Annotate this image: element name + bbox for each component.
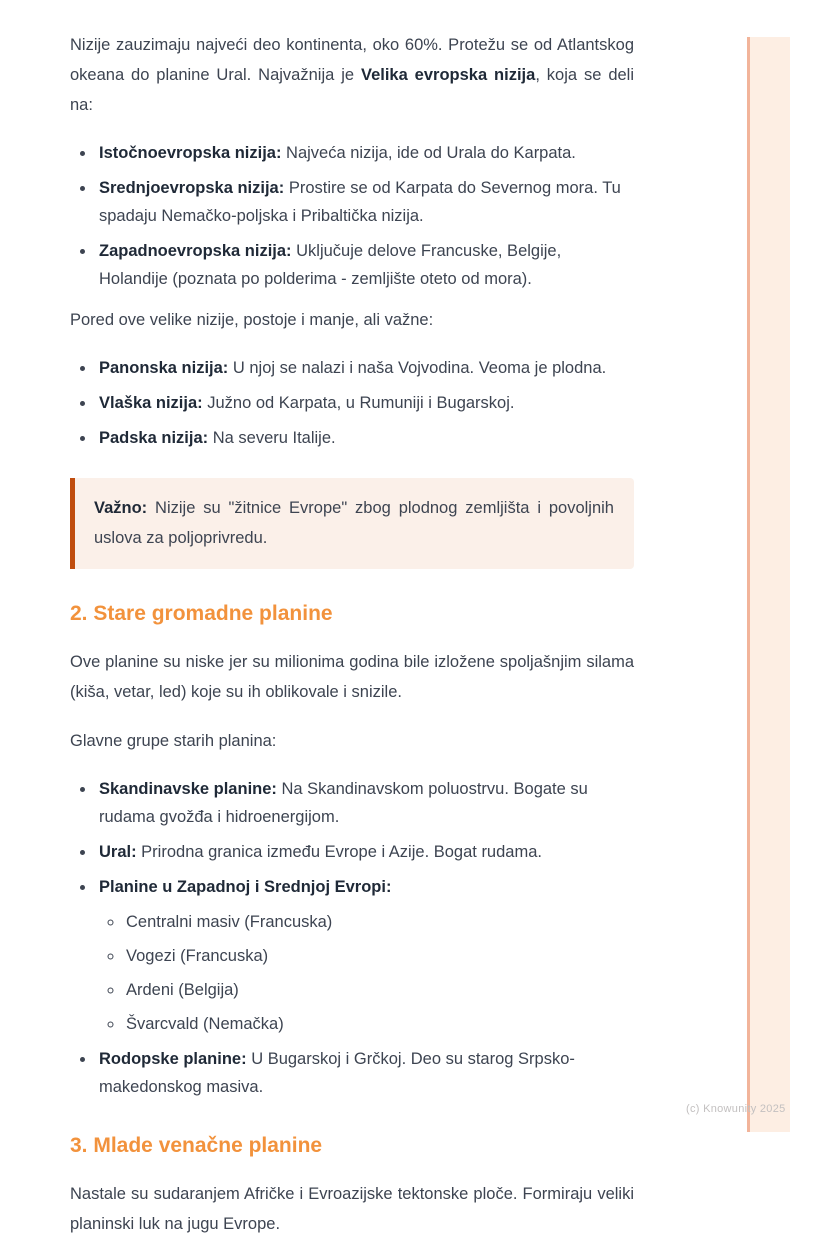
- important-callout: [70, 478, 634, 569]
- list-item: [96, 174, 634, 230]
- list-item: [96, 873, 634, 1038]
- list-item: [96, 237, 634, 293]
- list-item-term: Istočnoevropska nizija:: [99, 144, 282, 162]
- list-item-text: U njoj se nalazi i naša Vojvodina. Veoma je plodna.: [228, 359, 607, 377]
- old-mountain-list: [70, 775, 634, 1101]
- list-item-term: Skandinavske planine:: [99, 780, 277, 798]
- paragraph-intro: [70, 30, 634, 120]
- callout-label: Važno:: [94, 499, 148, 517]
- page-content: [70, 30, 634, 1258]
- list-item-text: Na severu Italije.: [208, 429, 336, 447]
- intro-text-pre: Nizije zauzimaju najveći deo kontinenta, oko 60%. Protežu se od Atlantskog okeana do planine Ural. Najvažnija je: [70, 36, 634, 84]
- list-item: [96, 139, 634, 167]
- sub-list-item: ◦ Vogezi (Francuska): [124, 943, 634, 970]
- list-item: [96, 1045, 634, 1101]
- paragraph-old-mountains: Ove planine su niske jer su milionima godina bile izložene spoljašnjim silama (kiša, vetar, led) koje su ih oblikovale i snizile.: [70, 653, 634, 701]
- paragraph-smaller-plains: Pored ove velike nizije, postoje i manje, ali važne:: [70, 311, 434, 329]
- list-item: [96, 424, 634, 452]
- list-item-term: Srednjoevropska nizija:: [99, 179, 285, 197]
- intro-text-post: , koja se deli na:: [70, 66, 635, 114]
- western-central-mountains-sublist: [99, 909, 634, 1038]
- list-item-text: Južno od Karpata, u Rumuniji i Bugarskoj.: [202, 394, 515, 412]
- sub-list-item: ◦ Centralni masiv (Francuska): [124, 909, 634, 936]
- section-heading-young-mountains: 3. Mlade venačne planine: [70, 1134, 323, 1157]
- list-item-text: Najveća nizija, ide od Urala do Karpata.: [281, 144, 576, 162]
- watermark: (c) Knowunity 2025: [686, 1103, 786, 1115]
- list-item: [96, 389, 634, 417]
- list-item-text: U Bugarskoj i Grčkoj. Deo su starog Srpsko-makedonskog masiva.: [99, 1050, 575, 1096]
- paragraph-young-mountains: Nastale su sudaranjem Afričke i Evroazijske tektonske ploče. Formiraju veliki planinski luk na jugu Evrope.: [70, 1185, 634, 1233]
- list-item-text: Na Skandinavskom poluostrvu. Bogate su rudama gvožđa i hidroenergijom.: [99, 780, 588, 826]
- list-item-text: Prostire se od Karpata do Severnog mora. Tu spadaju Nemačko-poljska i Pribaltička nizija.: [99, 179, 621, 225]
- list-item-term: Panonska nizija:: [99, 359, 229, 377]
- sub-list-item: ◦ Ardeni (Belgija): [124, 977, 634, 1004]
- smaller-plain-list: [70, 354, 634, 452]
- list-item-term: Vlaška nizija:: [99, 394, 203, 412]
- paragraph-old-mountain-groups: Glavne grupe starih planina:: [70, 732, 277, 750]
- list-item-term: Padska nizija:: [99, 429, 209, 447]
- list-item-term: Zapadnoevropska nizija:: [99, 242, 292, 260]
- list-item-term: Ural:: [99, 843, 137, 861]
- list-item: [96, 354, 634, 382]
- right-edge-stripe: [747, 37, 790, 1132]
- list-item-text: Prirodna granica između Evrope i Azije. Bogat rudama.: [136, 843, 542, 861]
- sub-list-item: ◦ Švarcvald (Nemačka): [124, 1011, 634, 1038]
- intro-bold-term: Velika evropska nizija: [360, 66, 536, 84]
- list-item: [96, 775, 634, 831]
- great-plain-list: [70, 139, 634, 293]
- callout-text: Nizije su "žitnice Evrope" zbog plodnog zemljišta i povoljnih uslova za poljoprivredu.: [94, 499, 614, 547]
- list-item-text: Uključuje delove Francuske, Belgije, Holandije (poznata po polderima - zemljište oteto od mora).: [99, 242, 562, 288]
- section-heading-old-mountains: 2. Stare gromadne planine: [70, 602, 333, 625]
- list-item-term: Rodopske planine:: [99, 1050, 247, 1068]
- list-item-term: Planine u Zapadnoj i Srednjoj Evropi:: [99, 878, 392, 896]
- list-item: [96, 838, 634, 866]
